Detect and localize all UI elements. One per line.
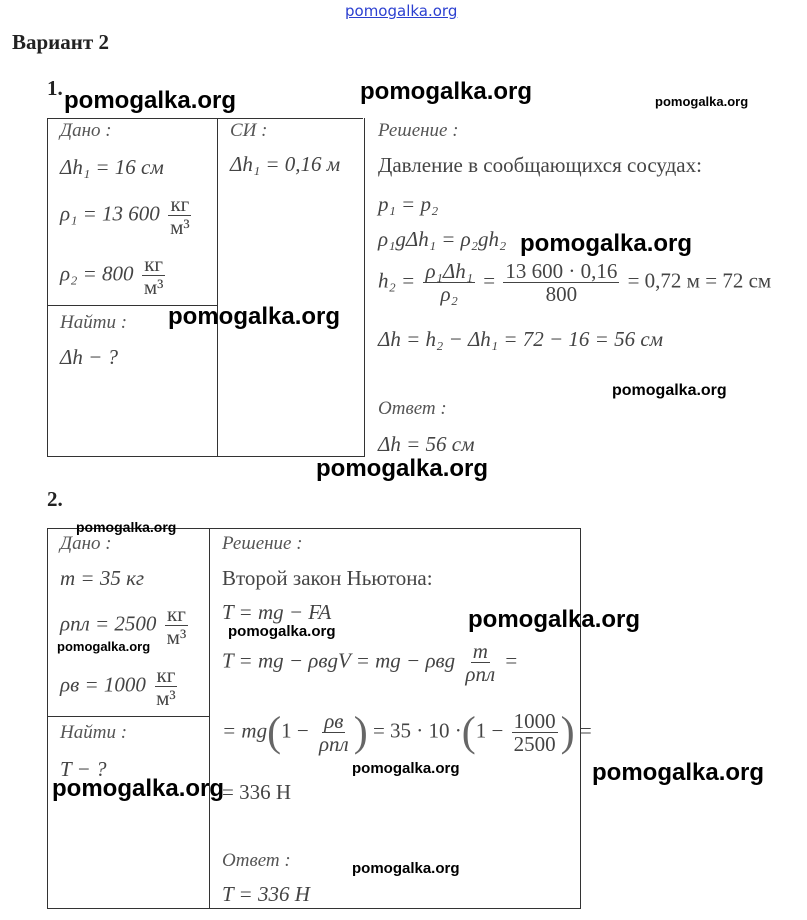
p2-sol-line5: = 336 Н	[222, 780, 292, 804]
watermark: pomogalka.org	[592, 759, 765, 786]
p2-rho-v-unit: $\frac{кг}{\text{м³}}$	[156, 663, 176, 711]
p2-given-m: m = 35 кг	[60, 566, 145, 590]
p2-sol-line2: T = mg − FA	[222, 600, 332, 624]
p2-left-border	[47, 528, 48, 909]
p2-answer: T = 336 Н	[222, 882, 310, 906]
site-header-link[interactable]: pomogalka.org	[345, 2, 458, 20]
p1-given-dh1: Δh₁ = 16 см	[60, 155, 164, 179]
p2-solution-header: Решение :	[222, 533, 303, 554]
watermark: pomogalka.org	[468, 606, 641, 633]
watermark: pomogalka.org	[64, 87, 237, 114]
p1-sol-line2: p₁ = p₂	[378, 192, 439, 216]
p2-sol-line3: T = mg − ρвgV = mg − ρвg $\frac{m}{\text{ρпл}}$ =	[222, 639, 518, 687]
p1-given-rho1	[60, 193, 195, 238]
p2-divider	[209, 528, 210, 909]
watermark: pomogalka.org	[228, 623, 336, 640]
p2-frac-rho: $\frac{\rho в}{\text{ρпл}}$	[318, 709, 349, 757]
watermark: pomogalka.org	[316, 455, 489, 482]
p1-find-header: Найти :	[60, 312, 128, 333]
p1-given-rho2	[60, 253, 168, 298]
p2-find-header: Найти :	[60, 722, 128, 743]
p1-frac2: $\frac{13 600 \cdot 0,16}{800}$	[505, 259, 618, 307]
p2-rho-pl-unit: $\frac{кг}{\text{м³}}$	[166, 602, 187, 650]
problem2-number: 2.	[47, 487, 63, 511]
p1-answer-header: Ответ :	[378, 398, 447, 419]
p2-sol-line4: = mg(1 − $\frac{\rho в}{\text{ρпл}}$ ) = 35 · 10 ·(1 − $\frac{1000}{2500}$ ) =	[222, 709, 592, 757]
p2-frac-num: $\frac{1000}{2500}$	[513, 709, 556, 757]
p1-sol-line4: h₂ = $\frac{\text{ρ₁Δh₁}}{\text{ρ₂}}$ = $\frac{13 600 \cdot 0,16}{800}$ = 0,72 м = 72 см	[378, 259, 772, 307]
watermark: pomogalka.org	[520, 230, 693, 257]
watermark: pomogalka.org	[655, 94, 749, 109]
p2-sol-line1: Второй закон Ньютона:	[222, 566, 433, 590]
watermark: pomogalka.org	[57, 639, 151, 654]
p1-si-header: СИ :	[230, 120, 268, 141]
problem1-number: 1.	[47, 76, 63, 100]
p1-frac1: $\frac{\text{ρ₁Δh₁}}{\text{ρ₂}}$	[425, 259, 473, 307]
p1-rho1-unit: $\frac{кг}{\text{м³}}$	[170, 192, 190, 240]
variant-title: Вариант 2	[12, 30, 109, 54]
p2-given-find-divider	[47, 716, 210, 717]
p1-divider-1	[217, 118, 218, 457]
p1-si-dh1: Δh₁ = 0,16 м	[230, 152, 341, 176]
watermark: pomogalka.org	[352, 760, 460, 777]
p1-rho2-unit: $\frac{кг}{\text{м³}}$	[143, 252, 164, 300]
watermark: pomogalka.org	[168, 303, 341, 330]
p2-given-header: Дано :	[60, 533, 112, 554]
p2-bottom-border	[47, 908, 581, 909]
p2-given-rho-v: ρв = 1000 $\frac{кг}{\text{м³}}$	[60, 663, 176, 711]
watermark: pomogalka.org	[76, 519, 177, 535]
p1-find: Δh − ?	[60, 345, 118, 369]
p1-left-border	[47, 118, 48, 457]
p1-solution-header: Решение :	[378, 120, 459, 141]
watermark: pomogalka.org	[52, 775, 225, 802]
watermark: pomogalka.org	[352, 860, 460, 877]
p1-top-border-left	[47, 118, 363, 119]
p2-answer-header: Ответ :	[222, 850, 291, 871]
p1-rho1-text: ρ₁ = 13 600	[60, 201, 160, 226]
p1-sol-line5: Δh = h₂ − Δh₁ = 72 − 16 = 56 см	[378, 327, 664, 351]
p2-find: T − ?	[60, 757, 107, 781]
p1-rho2-text: ρ₂ = 800	[60, 261, 134, 286]
p1-given-header: Дано :	[60, 120, 112, 141]
p1-answer: Δh = 56 см	[378, 432, 475, 456]
p2-frac-m: $\frac{m}{\text{ρпл}}$	[465, 639, 496, 687]
watermark: pomogalka.org	[360, 78, 533, 105]
p1-sol-line3: ρ₁gΔh₁ = ρ₂gh₂	[378, 227, 507, 251]
p1-sol-line1: Давление в сообщающихся сосудах:	[378, 153, 702, 177]
watermark: pomogalka.org	[612, 382, 727, 399]
p1-divider-2	[364, 118, 365, 457]
p2-given-rho-pl: ρпл = 2500 $\frac{кг}{\text{м³}}$	[60, 602, 187, 650]
